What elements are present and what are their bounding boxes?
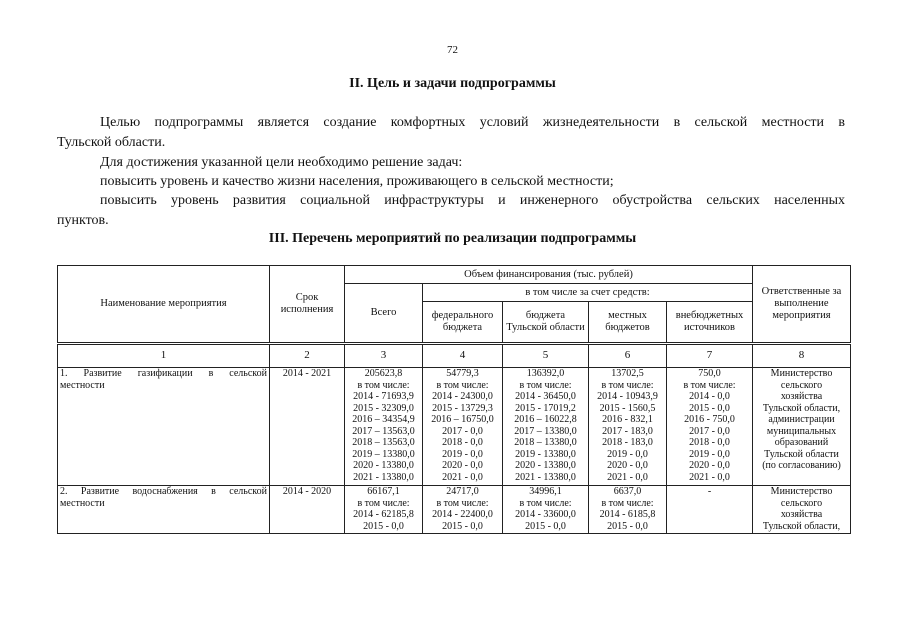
regional-value: 2017 – 13380,0	[514, 425, 577, 437]
col-number: 4	[423, 344, 503, 368]
measure-name-line: 1. Развитие газификации в сельской	[60, 368, 267, 379]
extra-value: 2014 - 0,0	[689, 391, 730, 402]
total-value: 2016 – 34354,9	[352, 414, 415, 425]
responsible-value: Министерство	[770, 368, 833, 379]
regional-value: в том числе:	[519, 497, 572, 509]
local-value: 2021 - 0,0	[607, 471, 648, 483]
cell-term: 2014 - 2021	[270, 368, 345, 486]
tasks-intro: Для достижения указанной цели необходимо решение задач:	[100, 155, 463, 170]
task-2-line1: повысить уровень развития социальной инфраструктуры и инженерного обустройства сельских населенных	[100, 193, 845, 208]
measures-table	[57, 265, 851, 534]
regional-value: в том числе:	[519, 379, 572, 391]
cell-total	[345, 486, 423, 534]
responsible-value: образований	[774, 437, 829, 448]
col-number: 3	[345, 344, 423, 368]
total-value: 2018 – 13563,0	[352, 437, 415, 448]
total-value: 2014 - 62185,8	[353, 509, 414, 520]
header-regional: бюджета Тульской области	[503, 302, 589, 344]
page-number: 72	[447, 44, 458, 56]
col-number: 1	[58, 344, 270, 368]
total-value: 2015 - 0,0	[363, 520, 404, 532]
cell-extra	[667, 368, 753, 486]
responsible-value: администрации	[768, 414, 835, 425]
measure-name-line: местности	[60, 379, 105, 391]
local-value: 2015 - 1560,5	[599, 402, 656, 414]
federal-value: 2014 - 24300,0	[432, 391, 493, 402]
local-value: 2019 - 0,0	[607, 448, 648, 460]
header-federal: федерального бюджета	[423, 302, 503, 344]
extra-value: -	[707, 486, 712, 497]
regional-value: 2015 - 0,0	[525, 520, 566, 532]
extra-value: 2020 - 0,0	[689, 460, 730, 471]
cell-extra	[667, 486, 753, 534]
header-local: местных бюджетов	[589, 302, 667, 344]
local-value: 2017 - 183,0	[602, 425, 653, 437]
local-value: 2014 - 10943,9	[597, 391, 658, 402]
total-value: 2020 - 13380,0	[353, 460, 414, 471]
federal-value: 2015 - 13729,3	[432, 402, 493, 414]
extra-value: 2015 - 0,0	[689, 402, 730, 414]
responsible-value: хозяйства	[780, 391, 823, 402]
regional-value: 136392,0	[526, 368, 565, 379]
extra-value: в том числе:	[683, 379, 736, 391]
regional-value: 2014 - 36450,0	[515, 391, 576, 402]
header-extra: внебюджетных источников	[667, 302, 753, 344]
cell-term: 2014 - 2020	[270, 486, 345, 534]
section-2-title: II. Цель и задачи подпрограммы	[349, 76, 556, 91]
total-value: 205623,8	[364, 368, 403, 379]
extra-value: 2018 - 0,0	[689, 437, 730, 448]
local-value: 2018 - 183,0	[602, 437, 653, 448]
cell-measure-name	[58, 486, 270, 534]
header-including: в том числе за счет средств:	[423, 284, 753, 302]
federal-value: 2019 - 0,0	[442, 448, 483, 460]
responsible-value: (по согласованию)	[762, 460, 841, 471]
responsible-value: сельского	[780, 497, 823, 509]
responsible-value: Министерство	[770, 486, 833, 497]
regional-value: 34996,1	[529, 486, 562, 497]
cell-responsible	[753, 486, 851, 534]
measure-name-line: местности	[60, 497, 105, 509]
total-value: 66167,1	[367, 486, 400, 497]
local-value: в том числе:	[601, 379, 654, 391]
local-value: 2016 - 832,1	[602, 414, 653, 425]
total-value: в том числе:	[357, 379, 410, 391]
responsible-value: хозяйства	[780, 509, 823, 520]
regional-value: 2018 – 13380,0	[514, 437, 577, 448]
extra-value: 2017 - 0,0	[689, 425, 730, 437]
goal-paragraph-line2: Тульской области.	[57, 135, 166, 150]
cell-regional	[503, 368, 589, 486]
table-row	[58, 368, 851, 486]
extra-value: 2021 - 0,0	[689, 471, 730, 483]
responsible-value: Тульской области,	[762, 402, 841, 414]
total-value: 2015 - 32309,0	[353, 402, 414, 414]
federal-value: 2021 - 0,0	[442, 471, 483, 483]
federal-value: 2020 - 0,0	[442, 460, 483, 471]
cell-total	[345, 368, 423, 486]
col-number: 6	[589, 344, 667, 368]
regional-value: 2019 - 13380,0	[515, 448, 576, 460]
federal-value: 2018 - 0,0	[442, 437, 483, 448]
regional-value: 2015 - 17019,2	[515, 402, 576, 414]
cell-local	[589, 368, 667, 486]
local-value: в том числе:	[601, 497, 654, 509]
total-value: 2017 – 13563,0	[352, 425, 415, 437]
regional-value: 2020 - 13380,0	[515, 460, 576, 471]
extra-value: 750,0	[698, 368, 721, 379]
col-number: 8	[753, 344, 851, 368]
col-number: 2	[270, 344, 345, 368]
header-name: Наименование мероприятия	[58, 266, 270, 344]
local-value: 2020 - 0,0	[607, 460, 648, 471]
cell-federal	[423, 368, 503, 486]
federal-value: 24717,0	[446, 486, 479, 497]
header-responsible: Ответственные за выполнение мероприятия	[753, 266, 851, 344]
task-2-line2: пунктов.	[57, 213, 109, 228]
regional-value: 2014 - 33600,0	[515, 509, 576, 520]
federal-value: 54779,3	[446, 368, 479, 379]
regional-value: 2021 - 13380,0	[515, 471, 576, 483]
extra-value: 2019 - 0,0	[689, 448, 730, 460]
header-total: Всего	[345, 284, 423, 344]
federal-value: в том числе:	[436, 379, 489, 391]
federal-value: 2015 - 0,0	[442, 520, 483, 532]
total-value: в том числе:	[357, 497, 410, 509]
task-1: повысить уровень и качество жизни населения, проживающего в сельской местности;	[100, 174, 614, 189]
cell-federal	[423, 486, 503, 534]
measure-name-line: 2. Развитие водоснабжения в сельской	[60, 486, 267, 497]
local-value: 2014 - 6185,8	[599, 509, 656, 520]
local-value: 6637,0	[613, 486, 642, 497]
federal-value: в том числе:	[436, 497, 489, 509]
local-value: 2015 - 0,0	[607, 520, 648, 532]
total-value: 2021 - 13380,0	[353, 471, 414, 483]
cell-local	[589, 486, 667, 534]
total-value: 2014 - 71693,9	[353, 391, 414, 402]
table-row	[58, 486, 851, 534]
federal-value: 2014 - 22400,0	[432, 509, 493, 520]
cell-responsible	[753, 368, 851, 486]
col-number: 7	[667, 344, 753, 368]
header-term: Срок исполнения	[270, 266, 345, 344]
responsible-value: муниципальных	[766, 425, 837, 437]
local-value: 13702,5	[611, 368, 644, 379]
responsible-value: Тульской области,	[762, 520, 841, 532]
responsible-value: сельского	[780, 379, 823, 391]
section-3-title: III. Перечень мероприятий по реализации подпрограммы	[268, 231, 637, 246]
goal-paragraph-line1: Целью подпрограммы является создание комфортных условий жизнедеятельности в сельской местности в	[100, 115, 845, 130]
federal-value: 2016 – 16750,0	[431, 414, 494, 425]
cell-regional	[503, 486, 589, 534]
cell-measure-name	[58, 368, 270, 486]
federal-value: 2017 - 0,0	[442, 425, 483, 437]
extra-value: 2016 - 750,0	[684, 414, 735, 425]
regional-value: 2016 – 16022,8	[514, 414, 577, 425]
responsible-value: Тульской области	[764, 448, 839, 460]
col-number: 5	[503, 344, 589, 368]
header-funding: Объем финансирования (тыс. рублей)	[345, 266, 753, 284]
total-value: 2019 – 13380,0	[352, 448, 415, 460]
